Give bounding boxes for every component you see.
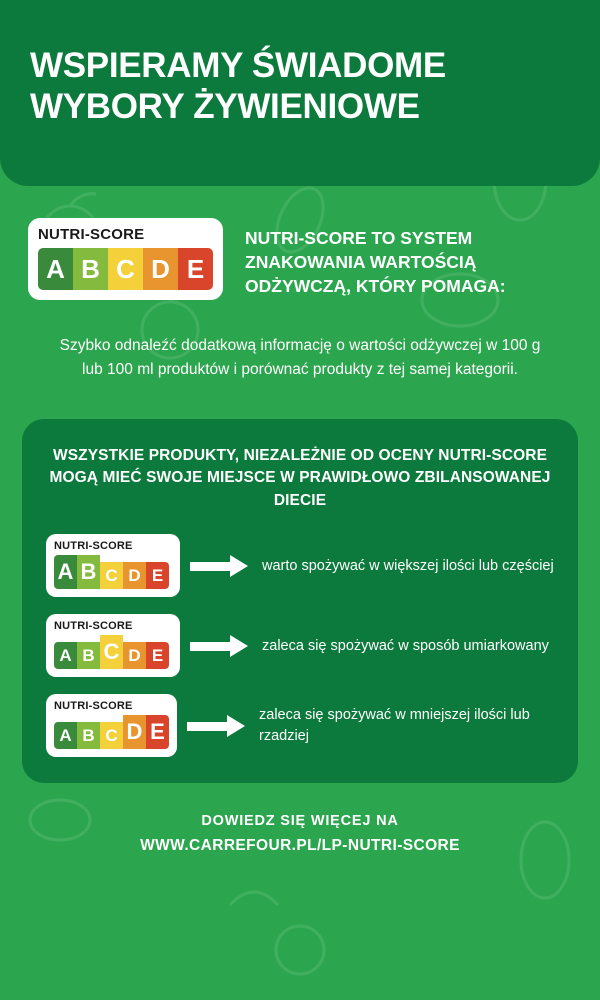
nutri-score-scale [54,715,169,749]
score-row-text-de: zaleca się spożywać w mniejszej ilości lub rzadziej [259,707,530,744]
nutri-score-letter-a: A [54,555,77,589]
nutri-score-logo-main [28,218,223,300]
nutri-score-letter-b: B [77,642,100,669]
score-row-ab [46,534,554,597]
nutri-score-logo-c [46,614,180,677]
score-row-de [46,694,554,757]
nutri-score-letter-a: A [54,642,77,669]
arrow-right-icon [190,555,252,577]
intro-section [0,186,600,300]
nutri-score-letter-e: E [146,562,169,589]
nutri-score-letter-b: B [73,248,108,290]
nutri-score-letter-b: B [77,555,100,589]
nutri-score-logo-title: NUTRI-SCORE [54,620,133,633]
nutri-score-logo-ab [46,534,180,597]
arrow-right-icon [187,715,249,737]
intro-heading: NUTRI-SCORE TO SYSTEM ZNAKOWANIA WARTOŚCIĄ ODŻYWCZĄ, KTÓRY POMAGA: [245,228,506,297]
nutri-score-letter-c: C [100,722,123,749]
nutri-score-letter-a: A [54,722,77,749]
page-title [30,46,570,127]
nutri-score-letter-e: E [146,642,169,669]
nutri-score-logo-title: NUTRI-SCORE [38,226,145,243]
description-text: Szybko odnaleźć dodatkową informację o wartości odżywczej w 100 g lub 100 ml produktów i porównać produkty z tej samej kategorii. [59,337,541,379]
score-row-text-c: zaleca się spożywać w sposób umiarkowany [262,637,549,654]
nutri-score-letter-a: A [38,248,73,290]
footer [0,783,600,877]
nutri-score-logo-title: NUTRI-SCORE [54,700,133,713]
nutri-score-letter-c: C [108,248,143,290]
card-heading: WSZYSTKIE PRODUKTY, NIEZALEŻNIE OD OCENY NUTRI-SCORE MOGĄ MIEĆ SWOJE MIEJSCE W PRAWIDŁOWO ZBILANSOWANEJ DIECIE [49,446,551,509]
nutri-score-letter-d: D [123,715,146,749]
nutri-score-letter-d: D [143,248,178,290]
page-title-line1: WSPIERAMY ŚWIADOME [30,46,446,85]
nutri-score-logo-de [46,694,177,757]
score-rows [46,534,554,757]
header-banner [0,0,600,186]
score-row-c [46,614,554,677]
nutri-score-letter-c: C [100,635,123,669]
nutri-score-letter-b: B [77,722,100,749]
page-title-line2: WYBORY ŻYWIENIOWE [30,86,420,126]
nutri-score-letter-e: E [178,248,213,290]
nutri-score-scale [54,635,172,669]
nutri-score-letter-e: E [146,715,169,749]
nutri-score-letter-d: D [123,642,146,669]
footer-url[interactable]: WWW.CARREFOUR.PL/LP-NUTRI-SCORE [140,837,460,855]
nutri-score-letter-d: D [123,562,146,589]
products-card [22,419,578,783]
nutri-score-letter-c: C [100,562,123,589]
arrow-right-icon [190,635,252,657]
nutri-score-logo-title: NUTRI-SCORE [54,540,133,553]
nutri-score-scale [54,555,172,589]
footer-cta-text: DOWIEDZ SIĘ WIĘCEJ NA [201,813,399,830]
score-row-text-ab: warto spożywać w większej ilości lub częściej [262,557,554,574]
nutri-score-scale [38,248,213,290]
